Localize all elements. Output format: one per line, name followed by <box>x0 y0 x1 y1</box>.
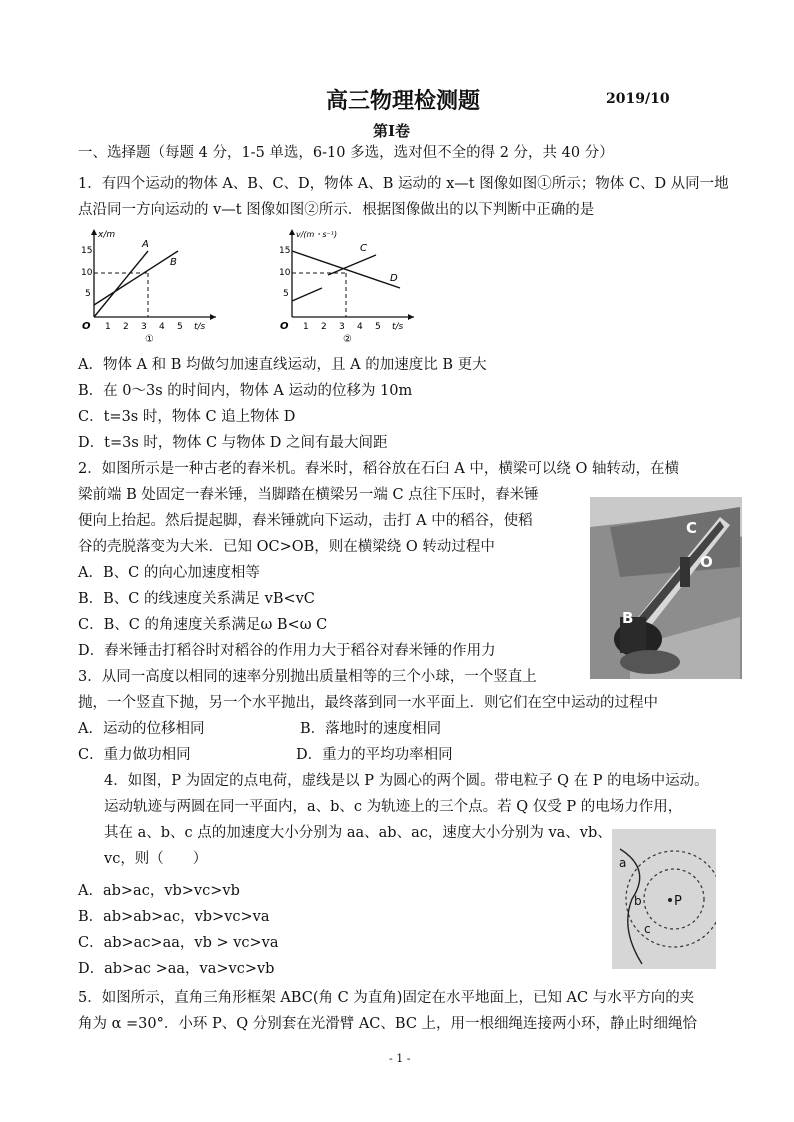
q2-rice-pounder-photo <box>590 497 742 679</box>
fig2-origin: O <box>280 321 289 332</box>
q1-option-b: B．在 0～3s 的时间内，物体 A 运动的位移为 10m <box>78 383 413 399</box>
q2-option-d: D．舂米锤击打稻谷时对稻谷的作用力大于稻谷对舂米锤的作用力 <box>78 643 496 659</box>
q4-line4: vc，则（ ） <box>104 851 208 867</box>
fig1-xtick-3: 3 <box>141 322 147 332</box>
fig1-ytick-15: 15 <box>81 246 93 256</box>
fig1-ytick-10: 10 <box>81 268 93 278</box>
fig1-xtick-5: 5 <box>177 322 183 332</box>
q4-label-p: P <box>674 894 682 909</box>
fig1-origin: O <box>82 321 91 332</box>
q2-option-a: A．B、C 的向心加速度相等 <box>78 565 260 581</box>
fig2-xtick-4: 4 <box>357 322 363 332</box>
fig1-line-A <box>94 251 148 317</box>
q4-line1: 4．如图，P 为固定的点电荷，虚线是以 P 为圆心的两个圆。带电粒子 Q 在 P 的电场中运动。 <box>104 773 709 789</box>
fig2-xtick-5: 5 <box>375 322 381 332</box>
q1-option-a: A．物体 A 和 B 均做匀加速直线运动，且 A 的加速度比 B 更大 <box>78 357 487 373</box>
q2-option-b: B．B、C 的线速度关系满足 vB<vC <box>78 591 315 607</box>
fig1-xlabel: t/s <box>194 322 206 332</box>
q1-line2: 点沿同一方向运动的 v—t 图像如图②所示．根据图像做出的以下判断中正确的是 <box>78 202 595 218</box>
fig1-line-B <box>94 251 178 305</box>
fig1-xtick-1: 1 <box>105 322 111 332</box>
fig2-ytick-15: 15 <box>279 246 291 256</box>
fig2-line-C-segment1 <box>292 288 322 301</box>
fig1-ylabel: x/m <box>98 230 116 240</box>
q3-option-c: C．重力做功相同 <box>78 747 191 763</box>
page-number: - 1 - <box>389 1052 411 1065</box>
photo-label-o: O <box>700 553 713 571</box>
fig2-ytick-10: 10 <box>279 268 291 278</box>
q2-line4: 谷的壳脱落变为大米．已知 OC>OB，则在横梁绕 O 转动过程中 <box>78 539 495 555</box>
fig1-ytick-5: 5 <box>85 289 91 299</box>
q2-line2: 梁前端 B 处固定一舂米锤，当脚踏在横梁另一端 C 点往下压时，舂米锤 <box>78 487 539 503</box>
q4-option-d: D．ab>ac >aa，va>vc>vb <box>78 961 275 977</box>
q2-option-c: C．B、C 的角速度关系满足ω B<ω C <box>78 617 328 633</box>
q1-figure-xt-graph <box>78 225 218 347</box>
q5-line1: 5．如图所示，直角三角形框架 ABC(角 C 为直角)固定在水平地面上，已知 AC 与水平方向的夹 <box>78 990 695 1006</box>
q4-label-c: c <box>644 922 651 936</box>
exam-date: 2019/10 <box>606 91 670 107</box>
q2-line1: 2．如图所示是一种古老的舂米机。舂米时，稻谷放在石臼 A 中，横梁可以绕 O 轴转动，在横 <box>78 461 680 477</box>
q3-line1: 3．从同一高度以相同的速率分别抛出质量相等的三个小球，一个竖直上 <box>78 669 537 685</box>
fig2-ytick-5: 5 <box>283 289 289 299</box>
q3-option-b: B．落地时的速度相同 <box>300 721 442 737</box>
fig1-label-A: A <box>142 239 149 250</box>
fig2-label-D: D <box>390 273 398 284</box>
fig2-xtick-1: 1 <box>303 322 309 332</box>
q4-line3: 其在 a、b、c 点的加速度大小分别为 aa、ab、ac，速度大小分别为 va、vb、 <box>104 825 612 841</box>
q4-label-b: b <box>634 894 642 908</box>
q1-line1: 1．有四个运动的物体 A、B、C、D，物体 A、B 运动的 x—t 图像如图①所示；物体 C、D 从同一地 <box>78 176 729 192</box>
fig2-caption: ② <box>343 334 352 345</box>
fig2-xlabel: t/s <box>392 322 404 332</box>
q4-label-a: a <box>619 856 627 870</box>
fig1-xtick-4: 4 <box>159 322 165 332</box>
page-title: 高三物理检测题 <box>326 88 481 114</box>
photo-label-c: C <box>686 519 698 537</box>
section-heading: 一、选择题（每题 4 分，1-5 单选，6-10 多选，选对但不全的得 2 分，共 40 分） <box>78 145 614 161</box>
q5-line2: 角为 α =30°．小环 P、Q 分别套在光滑臂 AC、BC 上，用一根细绳连接两小环，静止时细绳恰 <box>78 1016 698 1032</box>
q1-option-d: D．t=3s 时，物体 C 与物体 D 之间有最大间距 <box>78 435 388 451</box>
section-juan: 第Ⅰ卷 <box>373 122 411 140</box>
q1-figure-vt-graph <box>276 225 416 347</box>
fig1-xtick-2: 2 <box>123 322 129 332</box>
fig2-xtick-2: 2 <box>321 322 327 332</box>
q3-line2: 抛，一个竖直下抛，另一个水平抛出，最终落到同一水平面上．则它们在空中运动的过程中 <box>78 695 658 711</box>
q4-option-b: B．ab>ab>ac，vb>vc>va <box>78 909 270 925</box>
q2-line3: 便向上抬起。然后提起脚，舂米锤就向下运动，击打 A 中的稻谷，使稻 <box>78 513 533 529</box>
fig2-label-C: C <box>360 243 367 254</box>
fig2-ylabel: v/(m・s⁻¹) <box>296 230 338 239</box>
fig2-xtick-3: 3 <box>339 322 345 332</box>
fig1-label-B: B <box>170 257 177 268</box>
q4-point-charge-figure <box>612 829 716 969</box>
q4-line2: 运动轨迹与两圆在同一平面内，a、b、c 为轨迹上的三个点。若 Q 仅受 P 的电场力作用， <box>104 799 683 815</box>
q3-option-d: D．重力的平均功率相同 <box>296 747 453 763</box>
q3-option-a: A．运动的位移相同 <box>78 721 205 737</box>
photo-label-b: B <box>622 609 634 627</box>
fig1-caption: ① <box>145 334 154 345</box>
q1-option-c: C．t=3s 时，物体 C 追上物体 D <box>78 409 296 425</box>
q4-option-a: A．ab>ac，vb>vc>vb <box>78 883 240 899</box>
q4-option-c: C．ab>ac>aa，vb > vc>va <box>78 935 279 951</box>
